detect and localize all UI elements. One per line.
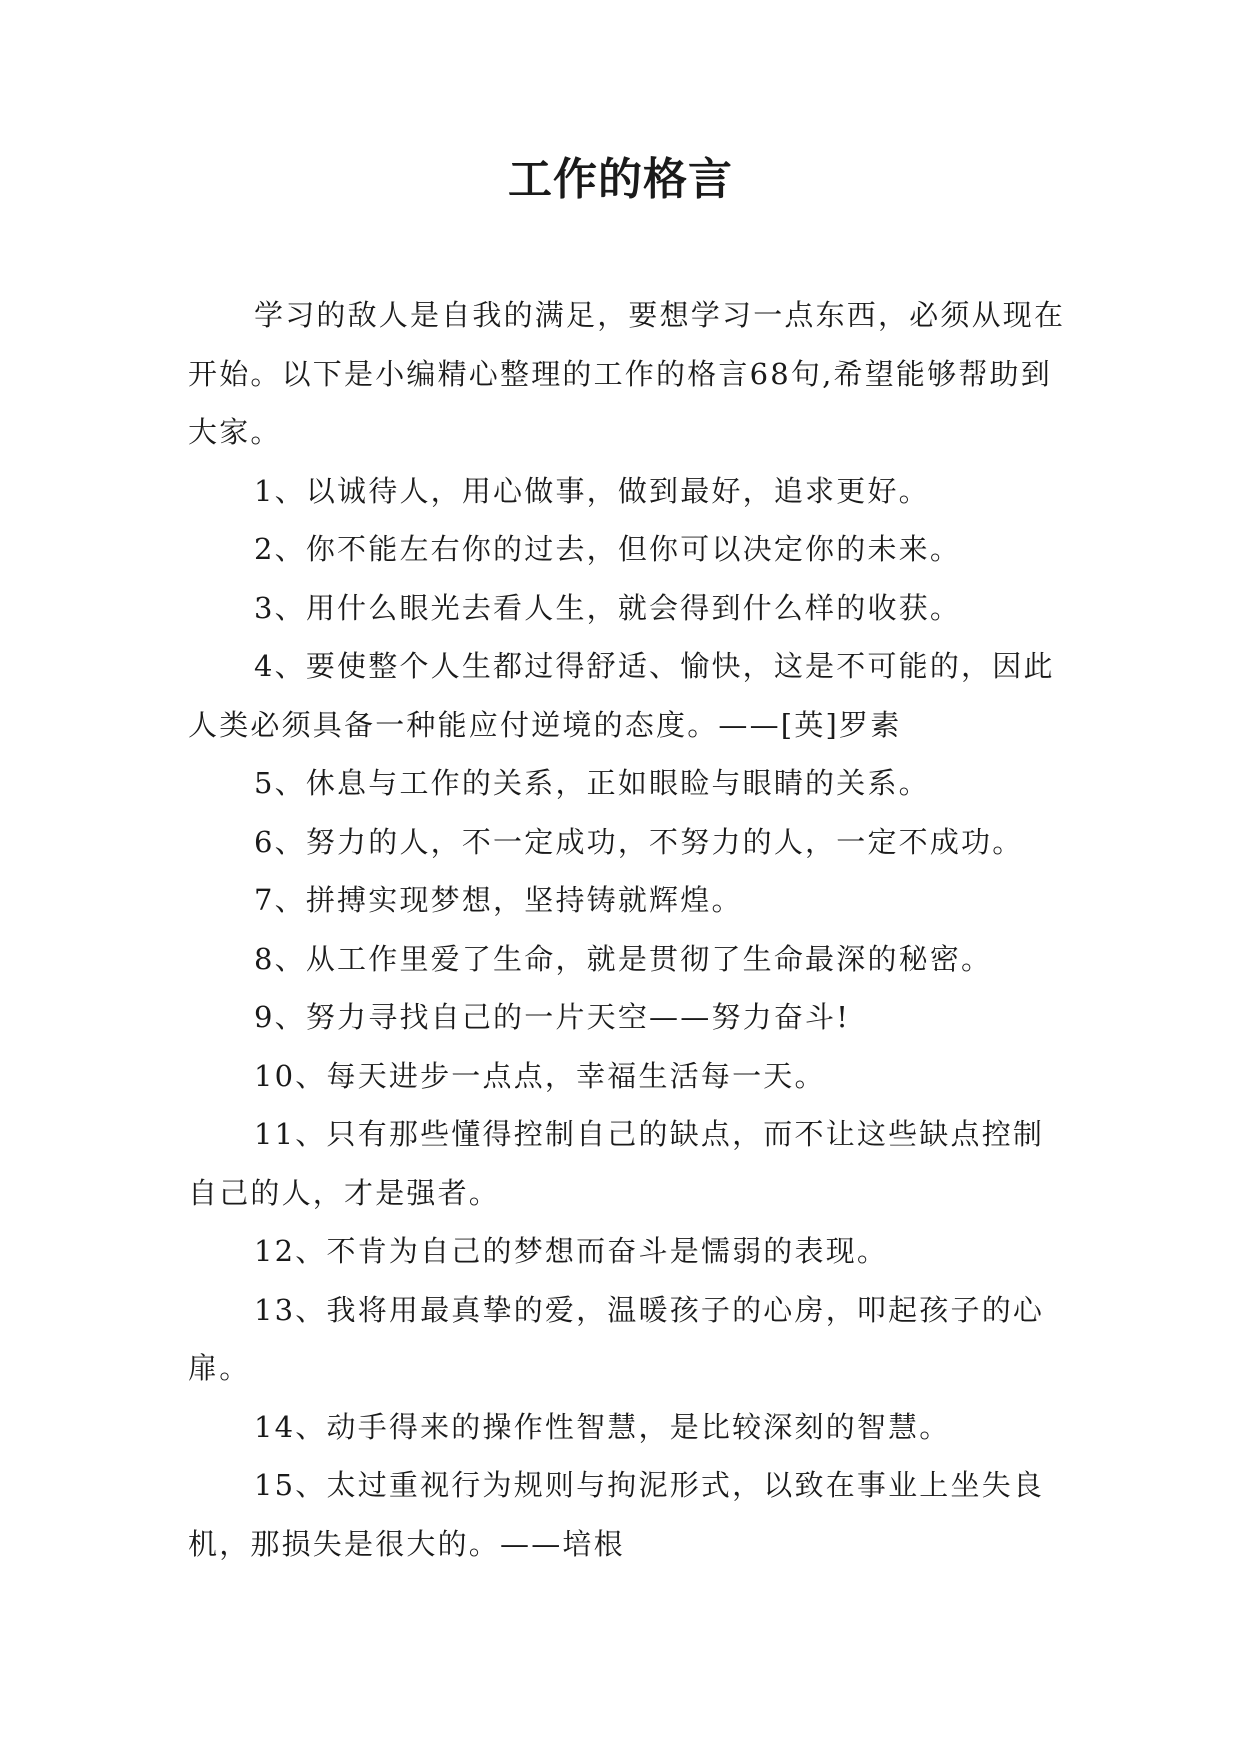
quote-item: 13、我将用最真挚的爱，温暖孩子的心房，叩起孩子的心扉。 xyxy=(188,1292,1045,1385)
quote-item: 10、每天进步一点点，幸福生活每一天。 xyxy=(254,1058,826,1093)
quote-item: 7、拼搏实现梦想，坚持铸就辉煌。 xyxy=(254,883,743,917)
quote-item: 9、努力寻找自己的一片天空——努力奋斗! xyxy=(254,1000,851,1034)
quote-item: 14、动手得来的操作性智慧，是比较深刻的智慧。 xyxy=(254,1409,951,1444)
quote-item: 2、你不能左右你的过去，但你可以决定你的未来。 xyxy=(254,532,962,566)
quote-item: 11、只有那些懂得控制自己的缺点，而不让这些缺点控制自己的人，才是强者。 xyxy=(188,1117,1045,1210)
quote-item: 5、休息与工作的关系，正如眼睑与眼睛的关系。 xyxy=(254,766,930,800)
quote-item: 15、太过重视行为规则与拘泥形式，以致在事业上坐失良机，那损失是很大的。——培根 xyxy=(188,1468,1045,1561)
quote-item: 3、用什么眼光去看人生，就会得到什么样的收获。 xyxy=(254,590,962,625)
quote-item: 1、以诚待人，用心做事，做到最好，追求更好。 xyxy=(254,473,930,508)
intro-paragraph: 学习的敌人是自我的满足，要想学习一点东西，必须从现在开始。以下是小编精心整理的工作的格言68句,希望能够帮助到大家。 xyxy=(188,298,1066,449)
quote-item: 4、要使整个人生都过得舒适、愉快，这是不可能的，因此人类必须具备一种能应付逆境的态度。——[英]罗素 xyxy=(188,649,1055,742)
page-title: 工作的格言 xyxy=(508,154,733,205)
document-body xyxy=(188,286,1068,1573)
quote-item: 8、从工作里爱了生命，就是贯彻了生命最深的秘密。 xyxy=(254,941,993,976)
quote-item: 6、努力的人，不一定成功，不努力的人，一定不成功。 xyxy=(254,824,1024,859)
quote-item: 12、不肯为自己的梦想而奋斗是懦弱的表现。 xyxy=(254,1234,889,1268)
